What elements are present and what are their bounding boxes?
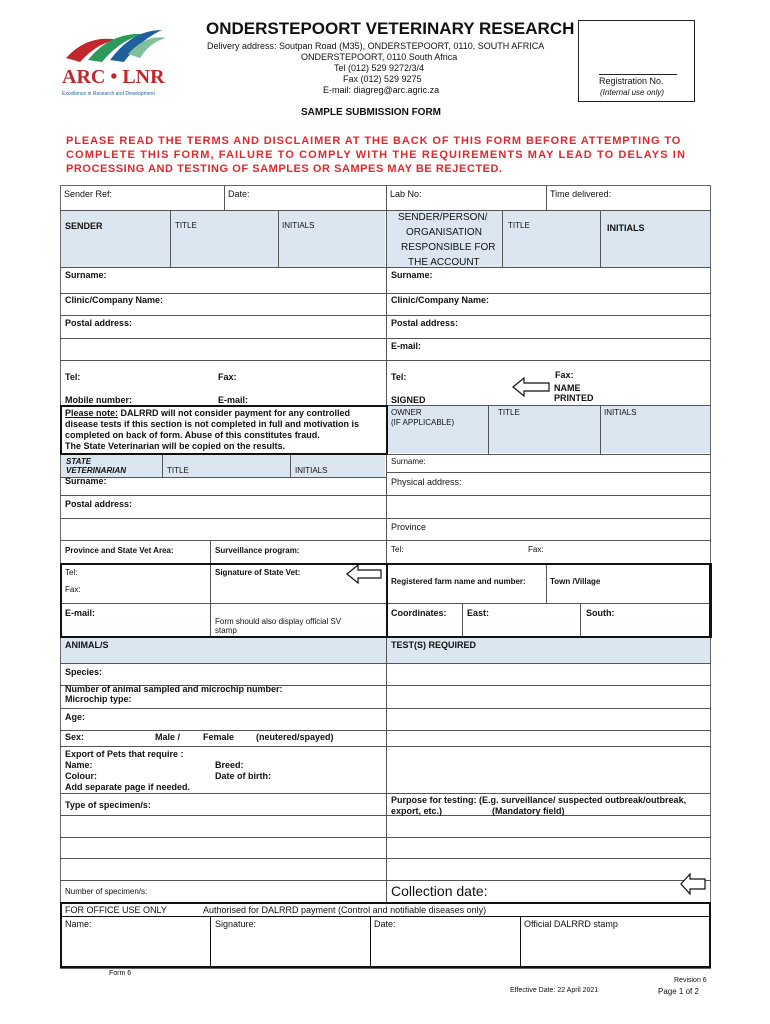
responsible-heading-4: THE ACCOUNT bbox=[408, 257, 480, 268]
responsible-heading-2: ORGANISATION bbox=[406, 227, 482, 238]
owner-physical[interactable]: Physical address: bbox=[391, 477, 462, 487]
pet-name[interactable]: Name: bbox=[65, 760, 93, 770]
num-specimens[interactable]: Number of specimen/s: bbox=[65, 887, 148, 896]
registration-box[interactable] bbox=[578, 20, 695, 102]
number-label-2[interactable]: Microchip type: bbox=[65, 694, 132, 704]
responsible-initials[interactable]: INITIALS bbox=[607, 223, 645, 233]
neutered-option[interactable]: (neutered/spayed) bbox=[256, 732, 334, 742]
purpose-label-2: export, etc.) bbox=[391, 806, 443, 816]
office-date[interactable]: Date: bbox=[374, 919, 396, 929]
state-vet-initials[interactable]: INITIALS bbox=[295, 466, 328, 475]
org-name: ONDERSTEPOORT VETERINARY RESEARCH bbox=[206, 19, 575, 38]
sender-initials[interactable]: INITIALS bbox=[282, 221, 315, 230]
farm-registered[interactable]: Registered farm name and number: bbox=[391, 577, 526, 586]
header-fax: Fax (012) 529 9275 bbox=[343, 74, 422, 84]
state-vet-email[interactable]: E-mail: bbox=[65, 608, 96, 618]
state-vet-province-area[interactable]: Province and State Vet Area: bbox=[65, 546, 174, 555]
state-vet-label-2: VETERINARIAN bbox=[66, 466, 127, 475]
responsible-name-printed: NAME PRINTED bbox=[554, 383, 594, 404]
owner-sub: (IF APPLICABLE) bbox=[391, 418, 455, 427]
farm-east[interactable]: East: bbox=[467, 608, 490, 618]
office-stamp: Official DALRRD stamp bbox=[524, 919, 618, 929]
note-line2: disease tests if this section is not completed in full and motivation is bbox=[65, 419, 360, 429]
state-vet-postal[interactable]: Postal address: bbox=[65, 499, 133, 509]
sender-tel[interactable]: Tel: bbox=[65, 372, 81, 382]
left-arrow-icon bbox=[346, 564, 382, 584]
responsible-postal[interactable]: Postal address: bbox=[391, 318, 459, 328]
specimen-label[interactable]: Type of specimen/s: bbox=[65, 800, 151, 810]
male-option[interactable]: Male / bbox=[155, 732, 181, 742]
address-line1: Delivery address: Soutpan Road (M35), ONDERSTEPOORT, 0110, SOUTH AFRICA bbox=[207, 41, 545, 51]
footer-effective: Effective Date: 22 April 2021 bbox=[510, 987, 599, 994]
owner-label: OWNER bbox=[391, 408, 422, 417]
sender-clinic[interactable]: Clinic/Company Name: bbox=[65, 295, 164, 305]
state-vet-fax[interactable]: Fax: bbox=[65, 585, 81, 594]
responsible-email[interactable]: E-mail: bbox=[391, 341, 422, 351]
sender-fax[interactable]: Fax: bbox=[218, 372, 237, 382]
logo-text: ARC • LNR bbox=[62, 66, 165, 88]
header-tel: Tel (012) 529 9272/3/4 bbox=[334, 63, 425, 73]
sender-email[interactable]: E-mail: bbox=[218, 395, 249, 405]
responsible-tel[interactable]: Tel: bbox=[391, 372, 407, 382]
footer-revision: Revision 6 bbox=[674, 977, 707, 984]
sender-postal[interactable]: Postal address: bbox=[65, 318, 133, 328]
note-block bbox=[65, 408, 359, 452]
address-line2: ONDERSTEPOORT, 0110 South Africa bbox=[301, 52, 458, 62]
mandatory-label: (Mandatory field) bbox=[492, 806, 565, 816]
state-vet-surveillance[interactable]: Surveillance program: bbox=[215, 546, 300, 555]
animals-heading: ANIMAL/S bbox=[65, 640, 109, 650]
owner-tel[interactable]: Tel: bbox=[391, 545, 404, 554]
separate-page: Add separate page if needed. bbox=[65, 782, 191, 792]
sender-heading: SENDER bbox=[65, 221, 103, 231]
state-vet-title[interactable]: TITLE bbox=[167, 466, 189, 475]
note-line3: completed on back of form. Abuse of this constitutes fraud. bbox=[65, 430, 320, 440]
sex-label[interactable]: Sex: bbox=[65, 732, 85, 742]
logo-tagline: Excellence in Research and Development bbox=[62, 91, 155, 97]
responsible-fax[interactable]: Fax: bbox=[555, 370, 574, 380]
farm-town[interactable]: Town /Village bbox=[550, 577, 601, 586]
time-delivered-label[interactable]: Time delivered: bbox=[550, 189, 612, 199]
responsible-surname[interactable]: Surname: bbox=[391, 270, 433, 280]
state-vet-signature[interactable]: Signature of State Vet: bbox=[215, 568, 301, 577]
age-label[interactable]: Age: bbox=[65, 712, 85, 722]
note-line1: DALRRD will not consider payment for any controlled bbox=[118, 408, 351, 418]
logo bbox=[58, 24, 168, 104]
pet-dob[interactable]: Date of birth: bbox=[215, 771, 271, 781]
responsible-heading-1: SENDER/PERSON/ bbox=[398, 212, 488, 223]
state-vet-stamp-note-2: stamp bbox=[215, 626, 237, 635]
pet-colour[interactable]: Colour: bbox=[65, 771, 97, 781]
lab-no-label[interactable]: Lab No: bbox=[390, 189, 422, 199]
state-vet-tel[interactable]: Tel: bbox=[65, 568, 78, 577]
header-email: E-mail: diagreg@arc.agric.za bbox=[323, 85, 440, 95]
number-label-1[interactable]: Number of animal sampled and microchip number: bbox=[65, 684, 283, 694]
tests-heading: TEST(S) REQUIRED bbox=[391, 640, 477, 650]
warning-line1: PLEASE READ THE TERMS AND DISCLAIMER AT THE BACK OF THIS FORM BEFORE ATTEMPTING TO bbox=[66, 135, 682, 147]
pet-breed[interactable]: Breed: bbox=[215, 760, 244, 770]
office-signature[interactable]: Signature: bbox=[215, 919, 257, 929]
responsible-signed[interactable]: SIGNED bbox=[391, 395, 426, 405]
registration-note: (Internal use only) bbox=[600, 88, 665, 97]
species-label[interactable]: Species: bbox=[65, 667, 103, 677]
collection-date[interactable]: Collection date: bbox=[391, 883, 488, 899]
form-title: SAMPLE SUBMISSION FORM bbox=[301, 107, 442, 118]
left-arrow-icon bbox=[512, 377, 550, 397]
note-line4: The State Veterinarian will be copied on the results. bbox=[65, 441, 286, 451]
state-vet-stamp-note-1: Form should also display official SV bbox=[215, 617, 342, 626]
warning-line2: COMPLETE THIS FORM, FAILURE TO COMPLY WITH THE REQUIREMENTS MAY LEAD TO DELAYS IN bbox=[66, 149, 686, 161]
left-arrow-icon bbox=[680, 873, 706, 895]
responsible-clinic[interactable]: Clinic/Company Name: bbox=[391, 295, 490, 305]
footer-page: Page 1 of 2 bbox=[658, 987, 699, 996]
footer-form: Form 6 bbox=[109, 970, 132, 977]
office-label: FOR OFFICE USE ONLY bbox=[65, 905, 167, 915]
office-name[interactable]: Name: bbox=[65, 919, 92, 929]
farm-coordinates[interactable]: Coordinates: bbox=[391, 608, 447, 618]
warning-line3: PROCESSING AND TESTING OF SAMPLES OR SAMPES MAY BE REJECTED. bbox=[66, 163, 503, 175]
owner-title[interactable]: TITLE bbox=[498, 408, 520, 417]
office-authorised: Authorised for DALRRD payment (Control and notifiable diseases only) bbox=[203, 905, 487, 915]
state-vet-surname[interactable]: Surname: bbox=[65, 476, 107, 486]
date-label[interactable]: Date: bbox=[228, 189, 250, 199]
farm-south[interactable]: South: bbox=[586, 608, 615, 618]
sender-title[interactable]: TITLE bbox=[175, 221, 197, 230]
purpose-label-1[interactable]: Purpose for testing: (E.g. surveillance/ suspected outbreak/outbreak, bbox=[391, 795, 687, 805]
arc-logo-icon bbox=[58, 24, 168, 72]
responsible-heading-3: RESPONSIBLE FOR bbox=[401, 242, 496, 253]
sender-surname[interactable]: Surname: bbox=[65, 270, 107, 280]
responsible-title[interactable]: TITLE bbox=[508, 221, 530, 230]
pets-heading: Export of Pets that require : bbox=[65, 749, 184, 759]
sender-ref-label[interactable]: Sender Ref: bbox=[64, 189, 113, 199]
registration-label: Registration No. bbox=[599, 76, 664, 86]
state-vet-label-1: STATE bbox=[66, 457, 92, 466]
note-label: Please note: bbox=[65, 408, 119, 418]
sender-mobile[interactable]: Mobile number: bbox=[65, 395, 132, 405]
owner-initials[interactable]: INITIALS bbox=[604, 408, 637, 417]
owner-province[interactable]: Province bbox=[391, 522, 427, 532]
owner-surname[interactable]: Surname: bbox=[391, 457, 426, 466]
owner-fax[interactable]: Fax: bbox=[528, 545, 544, 554]
female-option[interactable]: Female bbox=[203, 732, 235, 742]
